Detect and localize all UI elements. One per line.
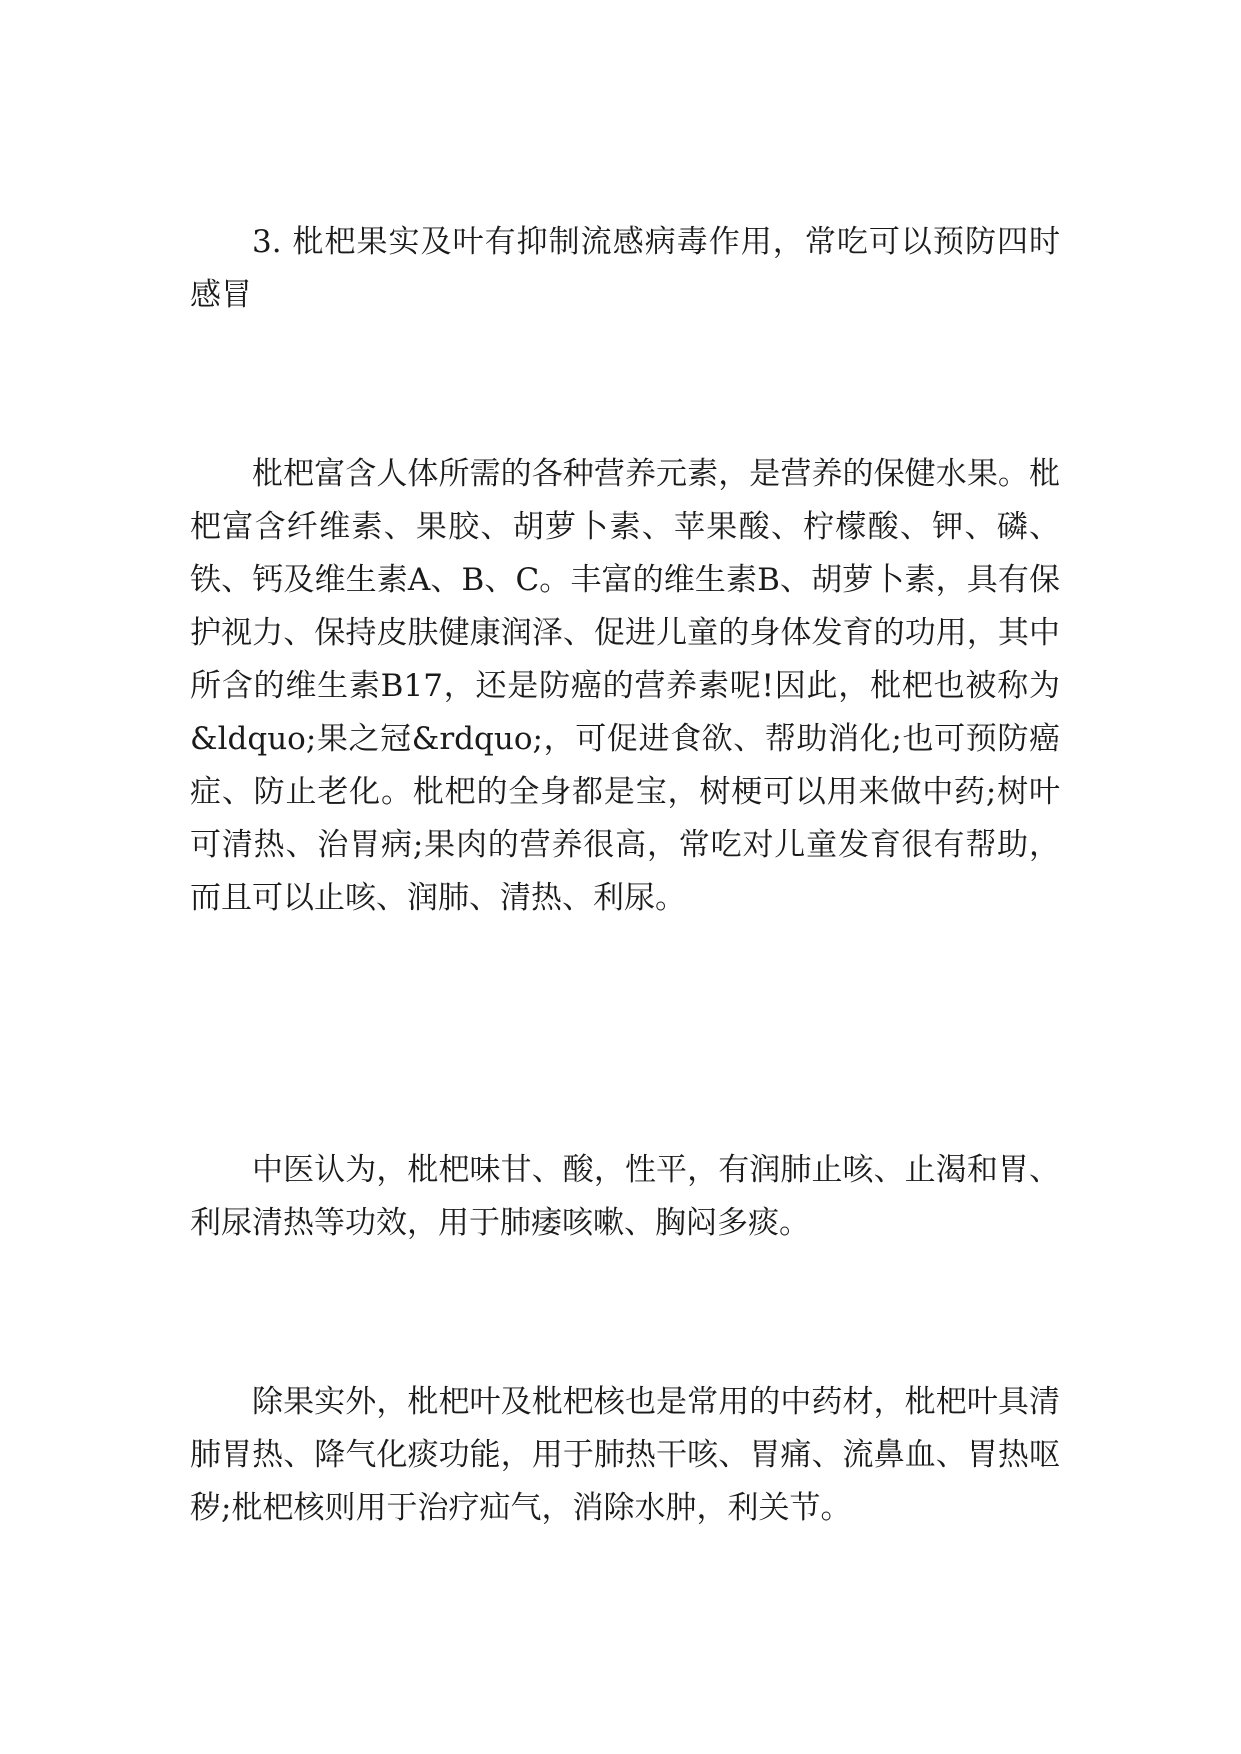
- paragraph-loquat-flu-prevention: 3. 枇杷果实及叶有抑制流感病毒作用，常吃可以预防四时感冒: [190, 224, 1060, 313]
- paragraph-loquat-nutrition: 枇杷富含人体所需的各种营养元素，是营养的保健水果。枇杷富含纤维素、果胶、胡萝卜素、苹果酸、柠檬酸、钾、磷、铁、钙及维生素A、B、C。丰富的维生素B、胡萝卜素，具有保护视力、保持皮肤健康润泽、促进儿童的身体发育的功用，其中所含的维生素B17，还是防癌的营养素呢!因此，枇杷也被称为&ldquo;果之冠&rdquo;，可促进食欲、帮助消化;也可预防癌症、防止老化。枇杷的全身都是宝，树梗可以用来做中药;树叶可清热、治胃病;果肉的营养很高，常吃对儿童发育很有帮助，而且可以止咳、润肺、清热、利尿。: [190, 456, 1060, 916]
- paragraph-leaf-and-seed-medicine: 除果实外，枇杷叶及枇杷核也是常用的中药材，枇杷叶具清肺胃热、降气化痰功能，用于肺热干咳、胃痛、流鼻血、胃热呕秽;枇杷核则用于治疗疝气，消除水肿，利关节。: [190, 1384, 1060, 1526]
- paragraph-tcm-view: 中医认为，枇杷味甘、酸，性平，有润肺止咳、止渴和胃、利尿清热等功效，用于肺痿咳嗽、胸闷多痰。: [190, 1152, 1060, 1241]
